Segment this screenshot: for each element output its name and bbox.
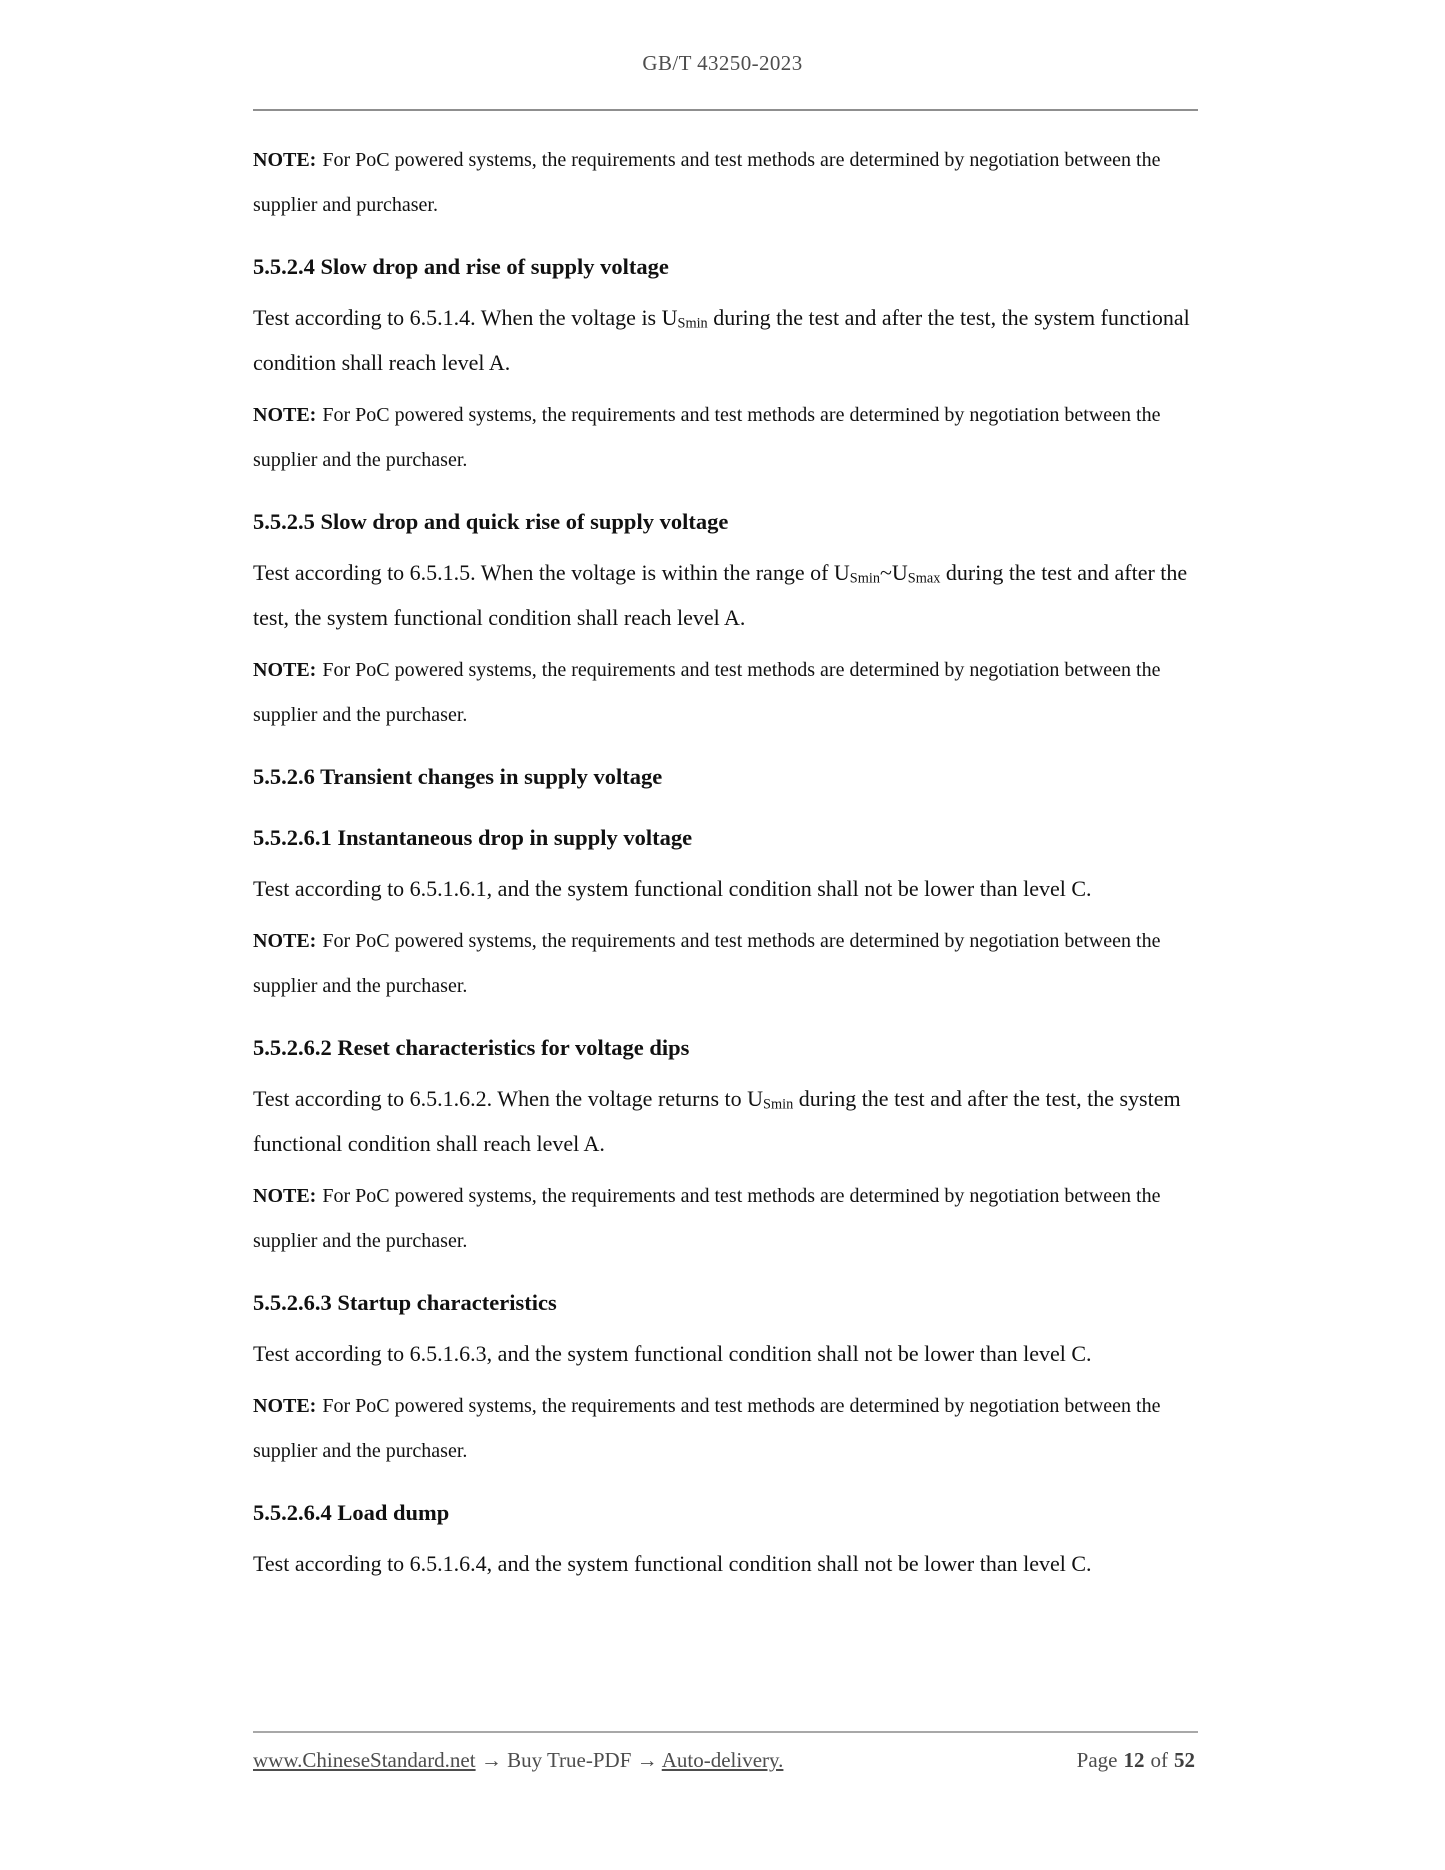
paragraph (253, 1331, 1198, 1376)
paragraph-text: Test according to 6.5.1.6.4, and the system functional condition shall not be lower than level C. (253, 1551, 1092, 1576)
note-text: For PoC powered systems, the requirements and test methods are determined by negotiation between the supplier and the purchaser. (253, 930, 1161, 997)
footer-rule (253, 1731, 1198, 1733)
section-heading: 5.5.2.5 Slow drop and quick rise of supply voltage (253, 509, 729, 534)
subscript-text: Smin (763, 1096, 794, 1113)
note-label: NOTE: (253, 149, 317, 171)
page-label: Page (1076, 1748, 1118, 1772)
note-text: For PoC powered systems, the requirements and test methods are determined by negotiation between the supplier and purchaser. (253, 149, 1161, 216)
note-label: NOTE: (253, 1395, 317, 1417)
section-heading: 5.5.2.4 Slow drop and rise of supply voltage (253, 254, 669, 279)
footer-link[interactable]: www.ChineseStandard.net (253, 1748, 476, 1772)
note-label: NOTE: (253, 930, 317, 952)
note (253, 648, 1198, 738)
page-footer (253, 1748, 1198, 1773)
paragraph-text: Test according to 6.5.1.6.3, and the system functional condition shall not be lower than level C. (253, 1341, 1092, 1366)
note-label: NOTE: (253, 659, 317, 681)
paragraph (253, 1076, 1198, 1166)
footer-auto-delivery: Auto-delivery. (661, 1748, 784, 1772)
paragraph-text: Test according to 6.5.1.4. When the voltage is U (253, 305, 678, 330)
paragraph-text: Test according to 6.5.1.5. When the voltage is within the range of U (253, 560, 850, 585)
subscript-text: Smax (907, 570, 941, 587)
paragraph-text: Test according to 6.5.1.6.1, and the system functional condition shall not be lower than level C. (253, 876, 1092, 901)
standard-number: GB/T 43250-2023 (642, 51, 803, 75)
note-text: For PoC powered systems, the requirements and test methods are determined by negotiation between the supplier and the purchaser. (253, 1395, 1161, 1462)
paragraph-text: during the test and after the test, the system functional condition shall reach level A. (253, 1086, 1181, 1156)
paragraph-text: during the test and after the test, the system functional condition shall reach level A. (253, 305, 1190, 375)
section-heading: 5.5.2.6 Transient changes in supply voltage (253, 764, 663, 789)
section-heading: 5.5.2.6.1 Instantaneous drop in supply voltage (253, 825, 693, 850)
section-heading: 5.5.2.6.3 Startup characteristics (253, 1290, 557, 1315)
page-total: 52 (1174, 1748, 1195, 1772)
note (253, 919, 1198, 1009)
document-body (253, 130, 1198, 1586)
note-label: NOTE: (253, 404, 317, 426)
paragraph-text: Test according to 6.5.1.6.2. When the voltage returns to U (253, 1086, 764, 1111)
note-text: For PoC powered systems, the requirements and test methods are determined by negotiation between the supplier and the purchaser. (253, 659, 1161, 726)
section-heading: 5.5.2.6.2 Reset characteristics for voltage dips (253, 1035, 690, 1060)
paragraph-text: during the test and after the test, the system functional condition shall reach level A. (253, 560, 1188, 630)
footer-tagline: → Buy True-PDF → (475, 1748, 662, 1772)
note-label: NOTE: (253, 1185, 317, 1207)
note (253, 393, 1198, 483)
page-indicator (1074, 1748, 1198, 1773)
footer-left (253, 1748, 783, 1773)
paragraph (253, 295, 1198, 385)
subscript-text: Smin (677, 315, 708, 332)
note-text: For PoC powered systems, the requirements and test methods are determined by negotiation between the supplier and the purchaser. (253, 1185, 1161, 1252)
note-text: For PoC powered systems, the requirements and test methods are determined by negotiation between the supplier and the purchaser. (253, 404, 1161, 471)
paragraph (253, 1541, 1198, 1586)
header-rule (253, 109, 1198, 111)
of-label: of (1150, 1748, 1168, 1772)
paragraph (253, 550, 1198, 640)
note (253, 138, 1198, 228)
paragraph-text: ~U (880, 560, 908, 585)
page-current: 12 (1123, 1748, 1145, 1772)
subscript-text: Smin (849, 570, 880, 587)
page-header (0, 51, 1445, 76)
paragraph (253, 866, 1198, 911)
note (253, 1174, 1198, 1264)
section-heading: 5.5.2.6.4 Load dump (253, 1500, 450, 1525)
note (253, 1384, 1198, 1474)
